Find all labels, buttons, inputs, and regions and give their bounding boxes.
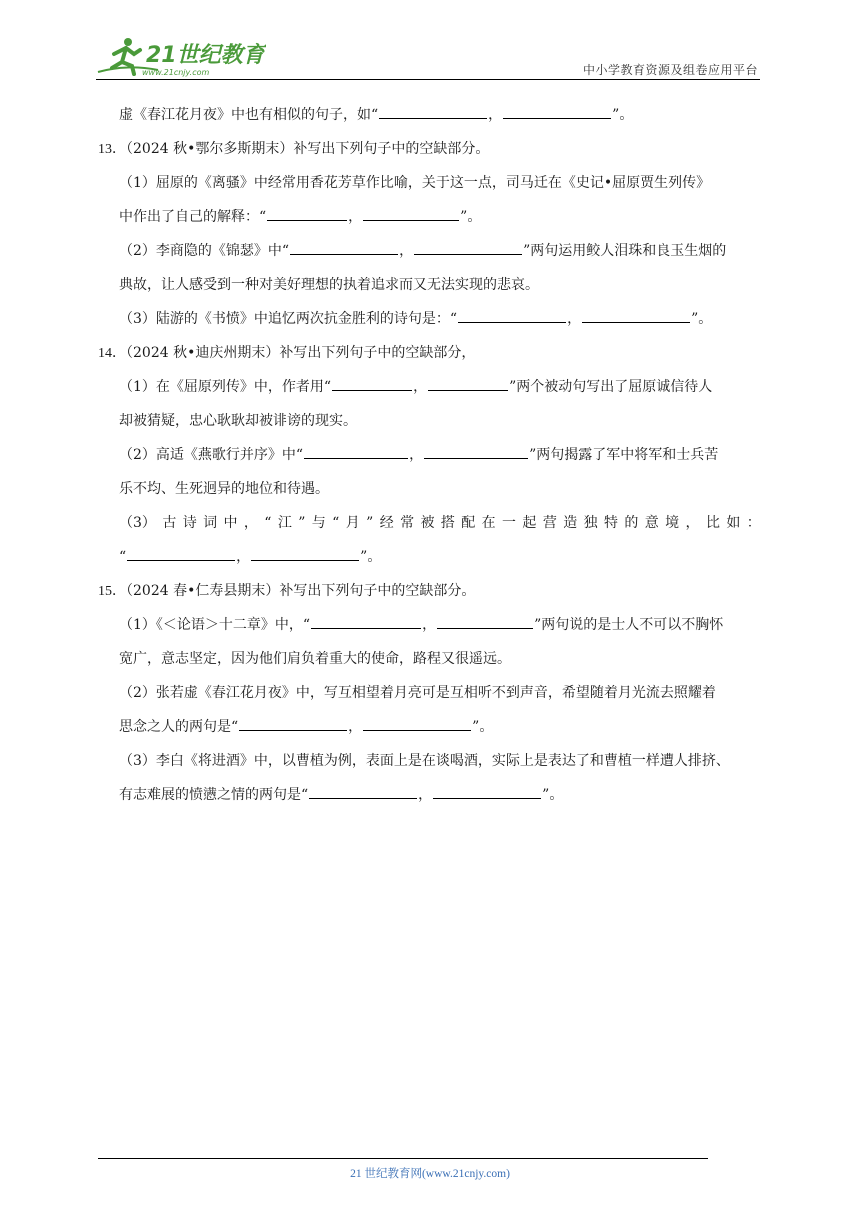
- answer-blank[interactable]: [304, 443, 408, 459]
- justified-char: ：: [746, 515, 761, 531]
- justified-char: 起: [522, 515, 537, 531]
- justified-char: 与: [311, 515, 326, 531]
- q13-part2: （2）李商隐的《锦瑟》中“ ， ”两句运用鲛人泪珠和良玉生烟的: [98, 234, 768, 268]
- answer-blank[interactable]: [582, 307, 690, 323]
- justified-char: 配: [461, 515, 476, 531]
- answer-blank[interactable]: [363, 715, 471, 731]
- justified-char: 特: [603, 515, 618, 531]
- answer-blank[interactable]: [379, 103, 487, 119]
- justified-char: 诗: [182, 515, 197, 531]
- answer-blank[interactable]: [433, 783, 541, 799]
- svg-text:21世纪教育: 21世纪教育: [146, 43, 265, 68]
- justified-char: 如: [726, 515, 741, 531]
- question-13-heading: 13．（2024 秋•鄂尔多斯期末）补写出下列句子中的空缺部分。: [98, 141, 490, 157]
- header-rule: [96, 79, 760, 80]
- q13-part3: （3）陆游的《书愤》中追忆两次抗金胜利的诗句是：“ ， ”。: [98, 302, 768, 336]
- justified-char: （3）: [119, 515, 156, 531]
- justified-char: 造: [563, 515, 578, 531]
- answer-blank[interactable]: [267, 205, 347, 221]
- q14-part1-cont: 却被猜疑，忠心耿耿却被诽谤的现实。: [119, 413, 357, 429]
- justified-char: 月: [345, 515, 360, 531]
- q13-part1-cont: 中作出了自己的解释：“ ， ”。: [98, 200, 768, 234]
- continuation-line: 虚《春江花月夜》中也有相似的句子，如“ ， ”。: [98, 98, 768, 132]
- q14-part2: （2）高适《燕歌行并序》中“ ， ”两句揭露了军中将军和士兵苦: [98, 438, 768, 472]
- question-15-heading: 15．（2024 春•仁寿县期末）补写出下列句子中的空缺部分。: [98, 583, 476, 599]
- justified-char: 营: [542, 515, 557, 531]
- answer-blank[interactable]: [414, 239, 522, 255]
- platform-name: 中小学教育资源及组卷应用平台: [582, 63, 758, 77]
- justified-char: “: [264, 515, 272, 531]
- page-header: [96, 34, 760, 80]
- q14-part1: （1）在《屈原列传》中，作者用“ ， ”两个被动句写出了屈原诚信待人: [98, 370, 768, 404]
- justified-char: 经: [379, 515, 394, 531]
- svg-text:www.21cnjy.com: www.21cnjy.com: [142, 68, 210, 77]
- q15-part1-cont: 宽广，意志坚定，因为他们肩负着重大的使命，路程又很遥远。: [119, 651, 511, 667]
- q13-part1: （1）屈原的《离骚》中经常用香花芳草作比喻，关于这一点，司马迁在《史记•屈原贾生列传》: [119, 175, 711, 191]
- justified-char: 中: [223, 515, 238, 531]
- answer-blank[interactable]: [503, 103, 611, 119]
- logo: [96, 34, 266, 78]
- q15-part2: （2）张若虚《春江花月夜》中，写互相望着月亮可是互相听不到声音，希望随着月光流去照耀着: [119, 685, 716, 701]
- answer-blank[interactable]: [290, 239, 398, 255]
- justified-char: 搭: [440, 515, 455, 531]
- justified-char: 比: [705, 515, 720, 531]
- answer-blank[interactable]: [239, 715, 347, 731]
- answer-blank[interactable]: [251, 545, 359, 561]
- answer-blank[interactable]: [311, 613, 421, 629]
- justified-char: ，: [685, 515, 700, 531]
- justified-char: ”: [298, 515, 306, 531]
- justified-char: “: [332, 515, 340, 531]
- justified-char: 境: [665, 515, 680, 531]
- justified-char: 在: [481, 515, 496, 531]
- q15-part2-cont: 思念之人的两句是“ ， ”。: [98, 710, 768, 744]
- footer-link[interactable]: 21 世纪教育网(www.21cnjy.com): [350, 1168, 510, 1180]
- justified-char: ，: [243, 515, 258, 531]
- answer-blank[interactable]: [458, 307, 566, 323]
- q15-part3: （3）李白《将进酒》中，以曹植为例，表面上是在谈喝酒，实际上是表达了和曹植一样遭人排挤、: [119, 753, 730, 769]
- answer-blank[interactable]: [363, 205, 459, 221]
- justified-char: 意: [644, 515, 659, 531]
- q13-part2-cont: 典故，让人感受到一种对美好理想的执着追求而又无法实现的悲哀。: [119, 277, 539, 293]
- q15-part3-cont: 有志难展的愤懑之情的两句是“ ， ”。: [98, 778, 768, 812]
- answer-blank[interactable]: [127, 545, 235, 561]
- justified-char: 古: [162, 515, 177, 531]
- question-14-heading: 14．（2024 秋•迪庆州期末）补写出下列句子中的空缺部分，: [98, 345, 476, 361]
- justified-char: 常: [400, 515, 415, 531]
- answer-blank[interactable]: [309, 783, 417, 799]
- q15-part1: （1）《＜论语＞十二章》中，“ ， ”两句说的是士人不可以不胸怀: [98, 608, 768, 642]
- justified-char: 江: [277, 515, 292, 531]
- justified-char: ”: [366, 515, 374, 531]
- justified-char: 独: [583, 515, 598, 531]
- justified-char: 被: [420, 515, 435, 531]
- answer-blank[interactable]: [332, 375, 412, 391]
- justified-char: 一: [502, 515, 517, 531]
- justified-char: 词: [203, 515, 218, 531]
- document-body: [98, 98, 768, 812]
- justified-char: 的: [624, 515, 639, 531]
- q14-part3-cont: “ ， ”。: [98, 540, 768, 574]
- answer-blank[interactable]: [437, 613, 533, 629]
- answer-blank[interactable]: [428, 375, 508, 391]
- q14-part2-cont: 乐不均、生死迥异的地位和待遇。: [119, 481, 329, 497]
- q14-part3: [98, 506, 761, 540]
- answer-blank[interactable]: [424, 443, 528, 459]
- footer-rule: [98, 1158, 708, 1159]
